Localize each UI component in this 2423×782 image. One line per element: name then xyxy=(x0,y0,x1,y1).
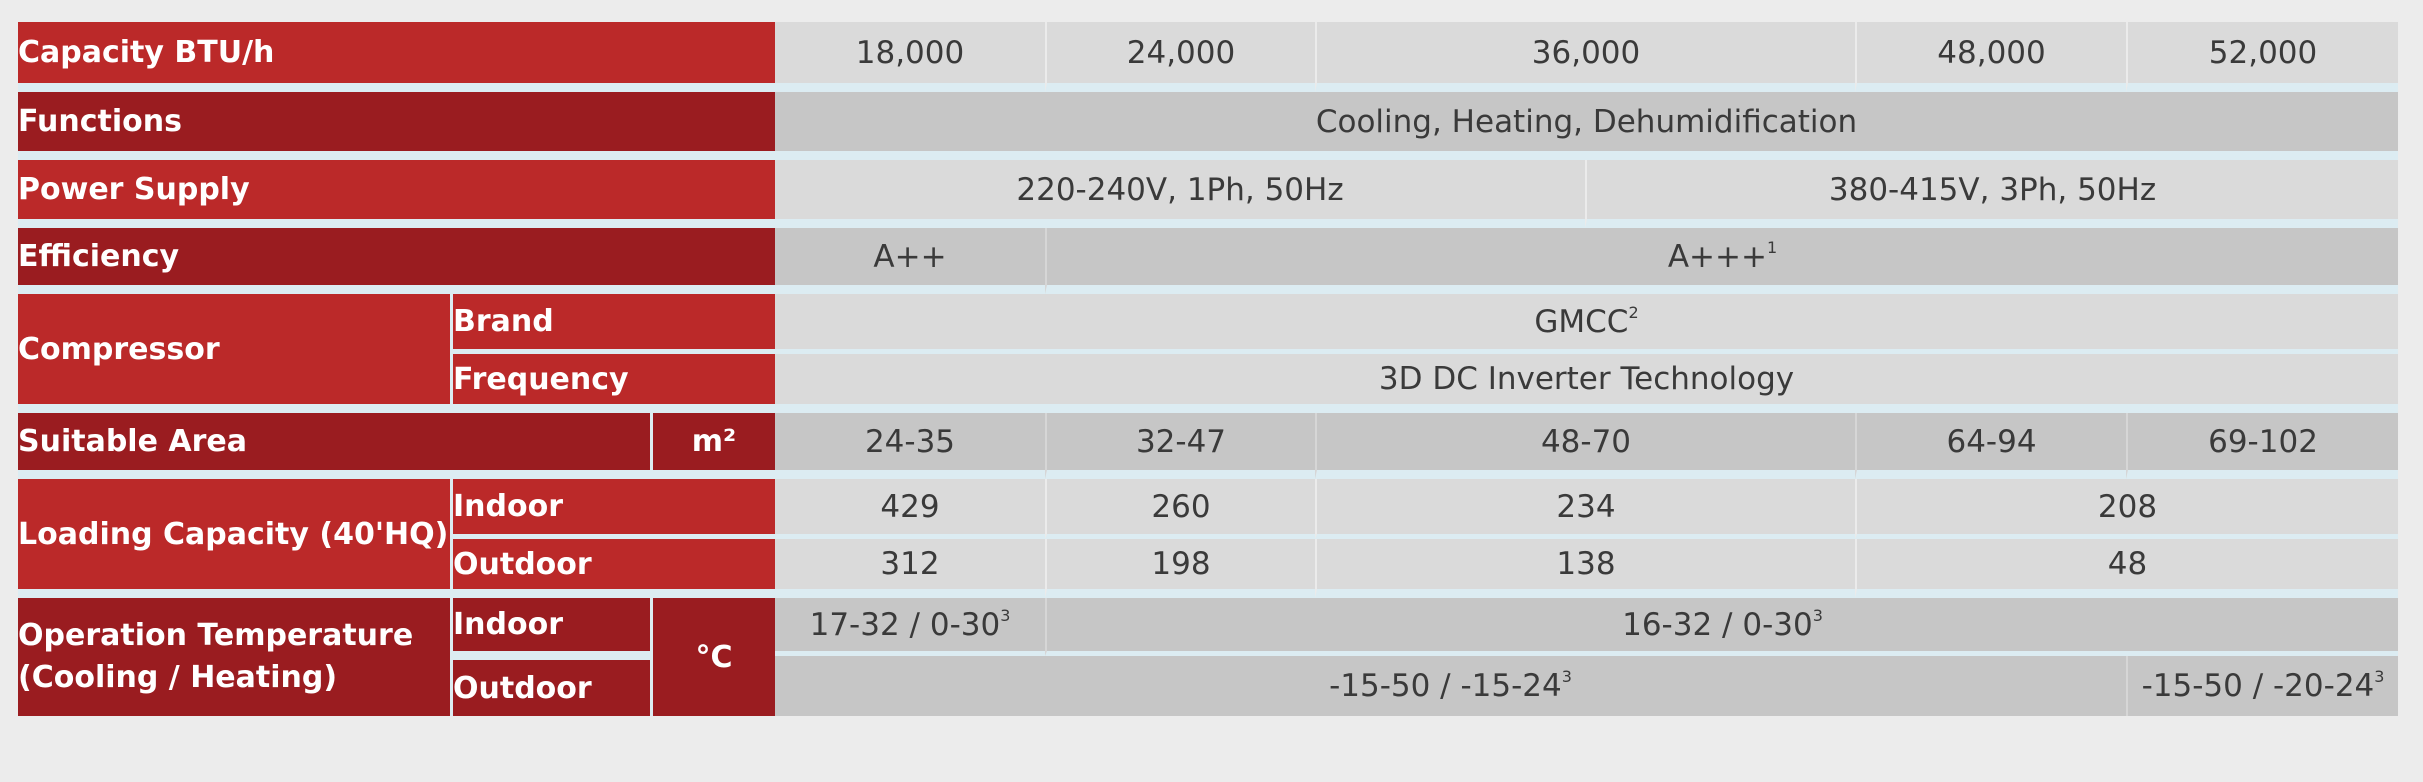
compressor-label: Compressor xyxy=(18,294,450,413)
compressor-frequency-label: Frequency xyxy=(450,354,775,413)
loading-capacity-label: Loading Capacity (40'HQ) xyxy=(18,479,450,598)
loading-indoor-value: 234 xyxy=(1315,479,1855,539)
suitable-area-value: 64-94 xyxy=(1855,413,2126,479)
suitable-area-value: 48-70 xyxy=(1315,413,1855,479)
efficiency-label: Efficiency xyxy=(18,228,775,294)
operation-temperature-label-line1: Operation Temperature xyxy=(18,618,414,653)
operation-temperature-unit: °C xyxy=(650,598,775,716)
operation-outdoor-label: Outdoor xyxy=(450,656,650,716)
capacity-value: 52,000 xyxy=(2126,22,2398,92)
efficiency-rest-text: A+++ xyxy=(1667,238,1767,275)
compressor-brand-text: GMCC xyxy=(1534,303,1629,340)
footnote-marker: 3 xyxy=(1812,605,1823,625)
operation-indoor-rest-text: 16-32 / 0-30 xyxy=(1622,606,1813,643)
efficiency-value xyxy=(1045,228,2398,294)
footnote-marker: 1 xyxy=(1766,237,1778,257)
row-capacity xyxy=(18,22,2398,92)
efficiency-value: A++ xyxy=(775,228,1045,294)
row-compressor-brand xyxy=(18,294,2398,354)
row-functions xyxy=(18,92,2398,160)
spec-table-container xyxy=(18,22,2398,716)
functions-value: Cooling, Heating, Dehumidification xyxy=(775,92,2398,160)
operation-temperature-label-line2: (Cooling / Heating) xyxy=(18,660,338,695)
operation-indoor-first-text: 17-32 / 0-30 xyxy=(809,606,1001,643)
loading-indoor-value: 429 xyxy=(775,479,1045,539)
capacity-value: 24,000 xyxy=(1045,22,1315,92)
operation-outdoor-last-text: -15-50 / -20-24 xyxy=(2141,668,2375,704)
power-supply-single-phase: 220-240V, 1Ph, 50Hz xyxy=(775,160,1585,228)
row-operation-indoor xyxy=(18,598,2398,656)
suitable-area-label: Suitable Area xyxy=(18,413,650,479)
loading-indoor-label: Indoor xyxy=(450,479,775,539)
row-efficiency xyxy=(18,228,2398,294)
loading-indoor-value: 260 xyxy=(1045,479,1315,539)
footnote-marker: 3 xyxy=(2374,667,2385,686)
row-power-supply xyxy=(18,160,2398,228)
footnote-marker: 3 xyxy=(1561,667,1572,686)
spec-table xyxy=(18,22,2398,716)
suitable-area-value: 24-35 xyxy=(775,413,1045,479)
power-supply-label: Power Supply xyxy=(18,160,775,228)
suitable-area-value: 69-102 xyxy=(2126,413,2398,479)
loading-outdoor-value: 48 xyxy=(1855,539,2398,598)
loading-outdoor-label: Outdoor xyxy=(450,539,775,598)
capacity-value: 18,000 xyxy=(775,22,1045,92)
loading-outdoor-value: 198 xyxy=(1045,539,1315,598)
row-loading-indoor xyxy=(18,479,2398,539)
footnote-marker: 3 xyxy=(1000,605,1011,625)
capacity-value: 48,000 xyxy=(1855,22,2126,92)
capacity-label: Capacity BTU/h xyxy=(18,22,775,92)
power-supply-three-phase: 380-415V, 3Ph, 50Hz xyxy=(1585,160,2398,228)
operation-outdoor-value xyxy=(2126,656,2398,716)
operation-temperature-label xyxy=(18,598,450,716)
capacity-value: 36,000 xyxy=(1315,22,1855,92)
compressor-brand-value xyxy=(775,294,2398,354)
operation-indoor-value xyxy=(1045,598,2398,656)
loading-outdoor-value: 138 xyxy=(1315,539,1855,598)
operation-outdoor-value xyxy=(775,656,2126,716)
footnote-marker: 2 xyxy=(1628,302,1639,322)
compressor-brand-label: Brand xyxy=(450,294,775,354)
row-suitable-area xyxy=(18,413,2398,479)
loading-indoor-value: 208 xyxy=(1855,479,2398,539)
operation-indoor-value xyxy=(775,598,1045,656)
suitable-area-value: 32-47 xyxy=(1045,413,1315,479)
operation-outdoor-first-text: -15-50 / -15-24 xyxy=(1329,668,1562,704)
functions-label: Functions xyxy=(18,92,775,160)
suitable-area-unit: m² xyxy=(650,413,775,479)
loading-outdoor-value: 312 xyxy=(775,539,1045,598)
operation-indoor-label: Indoor xyxy=(450,598,650,656)
compressor-frequency-value: 3D DC Inverter Technology xyxy=(775,354,2398,413)
